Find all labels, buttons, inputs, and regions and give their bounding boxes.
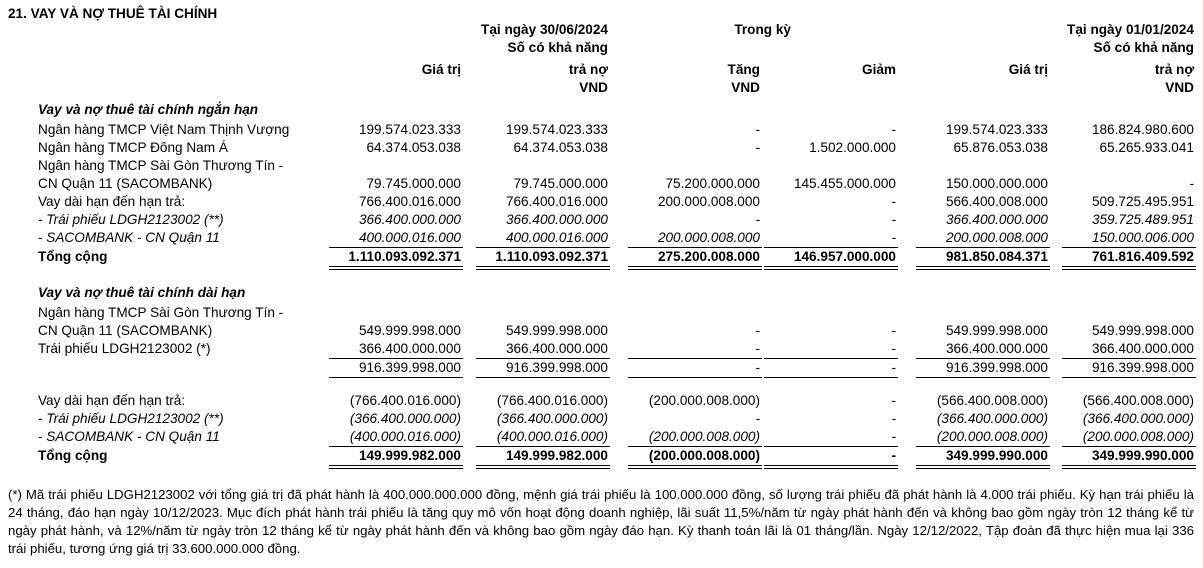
header-so-co-kha-nang-2: Số có khả năng — [1093, 40, 1194, 55]
header-gia-tri-1: Giá trị — [421, 62, 461, 77]
cell-c6: 761.816.409.592 — [1091, 249, 1194, 264]
lt-row-label: CN Quận 11 (SACOMBANK) — [38, 323, 213, 338]
cell-c6: 359.725.489.951 — [1091, 212, 1194, 227]
cell-c1: 366.400.000.000 — [358, 341, 461, 356]
cell-c1: 149.999.982.000 — [358, 448, 461, 463]
cell-c2: 79.745.000.000 — [513, 176, 608, 191]
header-date-01-01: Tại ngày 01/01/2024 — [1067, 22, 1194, 37]
cell-c3: - — [755, 360, 760, 375]
st-row-label: Ngân hàng TMCP Việt Nam Thịnh Vượng — [38, 122, 290, 137]
lt-current-label: - Trái phiếu LDGH2123002 (**) — [38, 411, 224, 426]
cell-c4: 1.502.000.000 — [809, 140, 896, 155]
cell-c4: - — [891, 230, 896, 245]
cell-c4: - — [891, 341, 896, 356]
cell-c4: - — [891, 122, 896, 137]
header-vnd-1: VND — [579, 80, 608, 95]
cell-c3: (200.000.008.000) — [648, 393, 760, 408]
cell-c5: (200.000.008.000) — [936, 429, 1048, 444]
underline — [329, 247, 463, 248]
double-underline — [916, 266, 1050, 270]
double-underline — [916, 465, 1050, 469]
header-gia-tri-2: Giá trị — [1008, 62, 1048, 77]
cell-c6: 349.999.990.000 — [1091, 448, 1194, 463]
underline — [764, 247, 898, 248]
header-vnd-3: VND — [1165, 80, 1194, 95]
cell-c5: 366.400.000.000 — [945, 341, 1048, 356]
double-underline — [1062, 266, 1196, 270]
double-underline — [628, 266, 762, 270]
underline — [916, 446, 1050, 447]
st-row-label: Ngân hàng TMCP Đông Nam Á — [38, 140, 228, 155]
cell-c4: - — [891, 411, 896, 426]
st-row-label: - SACOMBANK - CN Quận 11 — [38, 230, 220, 245]
header-vnd-2: VND — [731, 80, 760, 95]
cell-c2: (766.400.016.000) — [496, 393, 608, 408]
underline — [764, 446, 898, 447]
st-row-label: CN Quận 11 (SACOMBANK) — [38, 176, 213, 191]
header-giam: Giảm — [862, 62, 896, 77]
long-term-title: Vay và nợ thuê tài chính dài hạn — [38, 285, 246, 300]
underline — [476, 247, 610, 248]
cell-c4: 145.455.000.000 — [793, 176, 896, 191]
cell-c6: - — [1189, 176, 1194, 191]
lt-row-label: Trái phiếu LDGH2123002 (*) — [38, 341, 211, 356]
cell-c4: - — [891, 448, 896, 463]
cell-c6: 916.399.998.000 — [1091, 360, 1194, 375]
underline — [476, 358, 610, 359]
cell-c3: 200.000.008.000 — [657, 230, 760, 245]
cell-c3: - — [755, 323, 760, 338]
cell-c5: 981.850.084.371 — [945, 249, 1048, 264]
cell-c1: 64.374.053.038 — [366, 140, 461, 155]
underline — [764, 377, 898, 378]
double-underline — [329, 465, 463, 469]
cell-c5: (566.400.008.000) — [936, 393, 1048, 408]
cell-c3: (200.000.008.000) — [648, 448, 760, 463]
cell-c2: 916.399.998.000 — [505, 360, 608, 375]
double-underline — [476, 266, 610, 270]
underline — [628, 377, 762, 378]
underline — [476, 446, 610, 447]
cell-c3: 75.200.000.000 — [665, 176, 760, 191]
cell-c1: 366.400.000.000 — [358, 212, 461, 227]
header-so-co-kha-nang-1: Số có khả năng — [507, 40, 608, 55]
cell-c5: 566.400.008.000 — [945, 194, 1048, 209]
cell-c3: - — [755, 140, 760, 155]
cell-c2: 549.999.998.000 — [505, 323, 608, 338]
cell-c3: (200.000.008.000) — [648, 429, 760, 444]
underline — [916, 377, 1050, 378]
double-underline — [764, 266, 898, 270]
double-underline — [764, 465, 898, 469]
cell-c2: 1.110.093.092.371 — [495, 249, 608, 264]
footnote: (*) Mã trái phiếu LDGH2123002 với tổng giá trị đã phát hành là 400.000.000.000 đồng, mệnh giá trái phiếu là 100.000.000 đồng, số lượng trái phiếu đã phát hành là 4.000 trái phiếu. Kỳ hạn trái phiếu là 24 tháng, đáo hạn ngày 10/12/2023. Mục đích phát hành trái phiếu là tăng quy mô vốn hoạt động doanh nghiệp, lãi suất 11,5%/năm từ ngày phát hành đến và không bao gồm ngày tròn 12 tháng kể từ ngày phát hành, và 12%/năm từ ngày tròn 12 tháng kể từ ngày phát hành đến và không bao gồm ngày đáo hạn. Kỳ thanh toán lãi là 01 tháng/lần. Ngày 12/12/2022, Tập đoàn đã thực hiện mua lại 336 trái phiếu, tương ứng giá trị 33.600.000.000 đồng. — [8, 487, 1194, 556]
cell-c1: 549.999.998.000 — [358, 323, 461, 338]
cell-c2: 199.574.023.333 — [505, 122, 608, 137]
double-underline — [329, 266, 463, 270]
underline — [1062, 358, 1196, 359]
cell-c3: 200.000.008.000 — [657, 194, 760, 209]
short-term-title: Vay và nợ thuê tài chính ngắn hạn — [38, 102, 259, 117]
header-tra-no-2: trả nợ — [1154, 62, 1194, 77]
cell-c6: 150.000.006.000 — [1091, 230, 1194, 245]
section-title: 21. VAY VÀ NỢ THUÊ TÀI CHÍNH — [8, 6, 218, 21]
underline — [628, 358, 762, 359]
cell-c3: - — [755, 411, 760, 426]
double-underline — [1062, 465, 1196, 469]
underline — [476, 377, 610, 378]
cell-c1: 766.400.016.000 — [358, 194, 461, 209]
cell-c4: - — [891, 429, 896, 444]
cell-c3: - — [755, 122, 760, 137]
cell-c1: (366.400.000.000) — [349, 411, 461, 426]
st-row-label: Ngân hàng TMCP Sài Gòn Thương Tín - — [38, 158, 284, 173]
double-underline — [628, 465, 762, 469]
st-row-label: - Trái phiếu LDGH2123002 (**) — [38, 212, 224, 227]
cell-c5: 366.400.000.000 — [945, 212, 1048, 227]
cell-c4: - — [891, 393, 896, 408]
underline — [764, 358, 898, 359]
cell-c6: (366.400.000.000) — [1082, 411, 1194, 426]
double-underline — [476, 465, 610, 469]
cell-c5: 200.000.008.000 — [945, 230, 1048, 245]
lt-current-label: Vay dài hạn đến hạn trả: — [38, 393, 186, 408]
cell-c1: (400.000.016.000) — [349, 429, 461, 444]
cell-c3: - — [755, 212, 760, 227]
cell-c2: 766.400.016.000 — [505, 194, 608, 209]
cell-c2: 400.000.016.000 — [505, 230, 608, 245]
cell-c1: 916.399.998.000 — [358, 360, 461, 375]
cell-c4: - — [891, 323, 896, 338]
header-trong-ky: Trong kỳ — [734, 22, 791, 37]
cell-c6: 366.400.000.000 — [1091, 341, 1194, 356]
cell-c1: 1.110.093.092.371 — [348, 249, 461, 264]
underline — [329, 358, 463, 359]
underline — [1062, 446, 1196, 447]
cell-c5: 199.574.023.333 — [945, 122, 1048, 137]
underline — [628, 446, 762, 447]
cell-c1: 400.000.016.000 — [358, 230, 461, 245]
cell-c5: (366.400.000.000) — [936, 411, 1048, 426]
header-tang: Tăng — [727, 62, 760, 77]
cell-c5: 549.999.998.000 — [945, 323, 1048, 338]
cell-c6: (200.000.008.000) — [1082, 429, 1194, 444]
cell-c4: - — [891, 212, 896, 227]
cell-c5: 916.399.998.000 — [945, 360, 1048, 375]
header-tra-no-1: trả nợ — [568, 62, 608, 77]
cell-c5: 150.000.000.000 — [945, 176, 1048, 191]
underline — [916, 247, 1050, 248]
cell-c1: 79.745.000.000 — [366, 176, 461, 191]
cell-c1: 199.574.023.333 — [358, 122, 461, 137]
cell-c6: 65.265.933.041 — [1099, 140, 1194, 155]
lt-row-label: Ngân hàng TMCP Sài Gòn Thương Tín - — [38, 305, 284, 320]
cell-c6: 549.999.998.000 — [1091, 323, 1194, 338]
cell-c4: 146.957.000.000 — [793, 249, 896, 264]
cell-c2: 366.400.000.000 — [505, 212, 608, 227]
cell-c1: (766.400.016.000) — [349, 393, 461, 408]
cell-c3: - — [755, 341, 760, 356]
underline — [628, 247, 762, 248]
cell-c6: 186.824.980.600 — [1091, 122, 1194, 137]
underline — [1062, 377, 1196, 378]
cell-c2: (400.000.016.000) — [496, 429, 608, 444]
underline — [1062, 247, 1196, 248]
cell-c2: (366.400.000.000) — [496, 411, 608, 426]
cell-c2: 149.999.982.000 — [505, 448, 608, 463]
cell-c3: 275.200.008.000 — [657, 249, 760, 264]
cell-c5: 349.999.990.000 — [945, 448, 1048, 463]
cell-c2: 64.374.053.038 — [513, 140, 608, 155]
cell-c6: (566.400.008.000) — [1082, 393, 1194, 408]
header-date-30-06: Tại ngày 30/06/2024 — [481, 22, 608, 37]
st-total-label: Tổng cộng — [38, 249, 108, 264]
underline — [329, 446, 463, 447]
cell-c2: 366.400.000.000 — [505, 341, 608, 356]
cell-c4: - — [891, 360, 896, 375]
underline — [329, 377, 463, 378]
cell-c5: 65.876.053.038 — [953, 140, 1048, 155]
underline — [916, 358, 1050, 359]
lt-current-label: - SACOMBANK - CN Quận 11 — [38, 429, 220, 444]
lt-total-label: Tổng cộng — [38, 448, 108, 463]
st-row-label: Vay dài hạn đến hạn trả: — [38, 194, 186, 209]
cell-c6: 509.725.495.951 — [1091, 194, 1194, 209]
cell-c4: - — [891, 194, 896, 209]
